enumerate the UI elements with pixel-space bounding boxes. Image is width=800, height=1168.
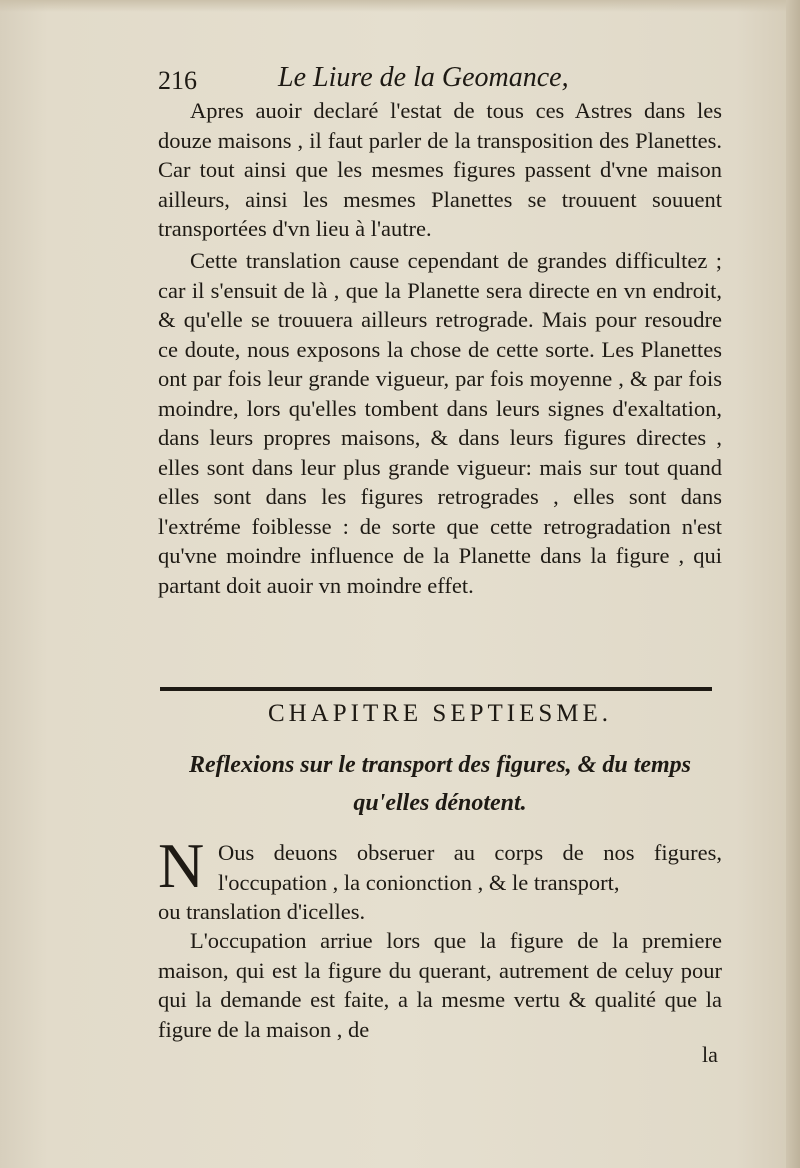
page-top-edge [0, 0, 800, 12]
page-number: 216 [158, 66, 197, 95]
paragraph-translation: Cette translation cause cependant de grandes difficultez ; car il s'ensuit de là , que la Planette sera directe en vn endroit, & qu'elle se trouuera ailleurs retrograde. Mais pour resoudre ce doute, nous exposons la chose de cette sorte. Les Planettes ont par fois leur grande vigueur, par fois moyenne , & par fois moindre, lors qu'elles tombent dans leurs signes d'exaltation, dans leurs propres maisons, & dans leurs figures directes , elles sont dans leur plus grande vigueur: mais sur tout quand elles sont dans les figures retrogrades , elles sont dans l'extréme foiblesse : de sorte que cette retrogradation n'est qu'vne moindre influence de la Planette dans la figure , qui partant doit auoir vn moindre effet. [158, 248, 722, 598]
catchword: la [702, 1042, 718, 1067]
page-gutter-shadow [786, 0, 800, 1168]
paragraph-opening: Ous deuons obseruer au corps de nos figures, l'occupation , la conionction , & le transport, [218, 840, 722, 895]
paragraph-transposition: Apres auoir declaré l'estat de tous ces Astres dans les douze maisons , il faut parler de la transposition des Planettes. Car tout ainsi que les mesmes figures passent d'vne maison ailleurs, ainsi les mesmes Planettes se trouuent souuent transportées d'vn lieu à l'autre. [158, 98, 722, 241]
chapter-divider-rule [160, 687, 712, 691]
chapter-title: CHAPITRE SEPTIESME. [267, 700, 613, 727]
chapter-subtitle: Reflexions sur le transport des figures, & du temps qu'elles dénotent. [188, 752, 692, 816]
running-title: Le Liure de la Geomance, [278, 62, 569, 93]
paragraph-opening-continued: ou translation d'icelles. [158, 899, 366, 924]
paragraph-occupation: L'occupation arriue lors que la figure de la premiere maison, qui est la figure du querant, autrement de celuy pour qui la demande est faite, a la mesme vertu & qualité que la figure de la maison , de [158, 928, 722, 1042]
drop-cap: N [158, 830, 205, 901]
